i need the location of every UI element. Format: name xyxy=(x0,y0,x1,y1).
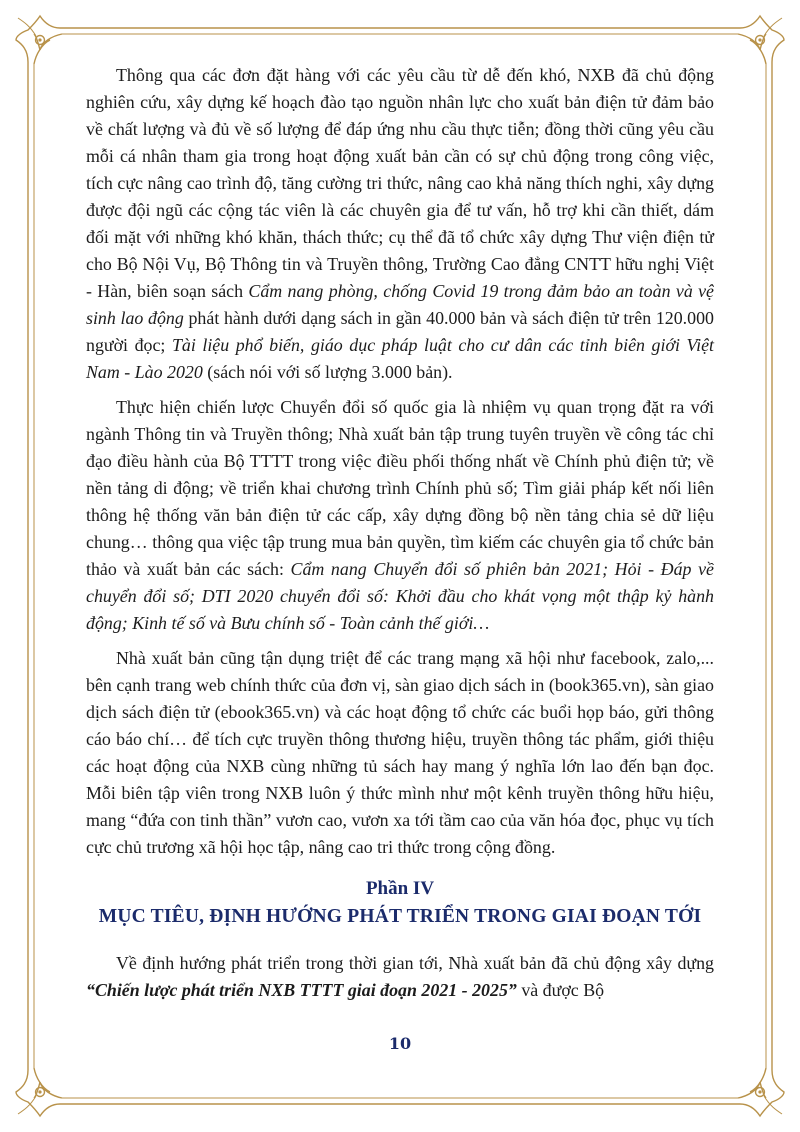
book-title: Cẩm nang phòng, chống Covid 19 trong đảm bảo an toàn và vệ sinh lao động xyxy=(86,281,714,328)
paragraph-digital-transformation xyxy=(86,394,714,637)
book-list: Cẩm nang Chuyển đổi số phiên bản 2021; Hỏi - Đáp về chuyển đổi số; DTI 2020 chuyển đổi số: Khởi đầu cho khát vọng một thập kỷ hành động; Kinh tế số và Bưu chính số - Toàn cảnh thế giới… xyxy=(86,559,714,633)
paragraph-text: Thực hiện chiến lược Chuyển đổi số quốc gia là nhiệm vụ quan trọng đặt ra với ngành Thông tin và Truyền thông; Nhà xuất bản tập trung tuyên truyền về công tác chỉ đạo điều hành của Bộ TTTT trong việc điều phối thống nhất về Chính phủ điện tử; về nền tảng di động; về triển khai chương trình Chính phủ số; Tìm giải pháp kết nối liên thông hệ thống văn bản điện tử các cấp, xây dựng đồng bộ nền tảng chia sẻ dữ liệu chung… thông qua việc tập trung mua bản quyền, tìm kiếm các chuyên gia tổ chức bản thảo và xuất bản các sách: xyxy=(86,397,714,579)
paragraph-text: và được Bộ xyxy=(516,980,605,1000)
paragraph-training xyxy=(86,62,714,386)
paragraph-text: phát hành dưới dạng sách in gần 40.000 bản và sách điện tử trên 120.000 người đọc; xyxy=(86,308,714,355)
paragraph-text: Thông qua các đơn đặt hàng với các yêu cầu từ dễ đến khó, NXB đã chủ động nghiên cứu, xây dựng kế hoạch đào tạo nguồn nhân lực cho xuất bản điện tử đảm bảo về chất lượng và đủ về số lượng để đáp ứng nhu cầu thực tiễn; đồng thời cũng yêu cầu mỗi cá nhân tham gia trong hoạt động xuất bản cần có sự chủ động trong công việc, tích cực nâng cao trình độ, tăng cường tri thức, nâng cao khả năng thích nghi, xây dựng được đội ngũ các cộng tác viên là các chuyên gia để tư vấn, hỗ trợ khi cần thiết, dám đối mặt với những khó khăn, thách thức; cụ thể đã tổ chức xây dựng Thư viện điện tử cho Bộ Nội Vụ, Bộ Thông tin và Truyền thông, Trường Cao đẳng CNTT hữu nghị Việt - Hàn, biên soạn sách xyxy=(86,65,714,301)
page-content xyxy=(86,62,714,1012)
strategy-title: “Chiến lược phát triển NXB TTTT giai đoạn 2021 - 2025” xyxy=(86,980,517,1000)
part-number: Phần IV xyxy=(365,878,435,899)
book-title: Tài liệu phổ biến, giáo dục pháp luật cho cư dân các tỉnh biên giới Việt Nam - Lào 2020 xyxy=(86,335,714,382)
section-heading: MỤC TIÊU, ĐỊNH HƯỚNG PHÁT TRIỂN TRONG GIAI ĐOẠN TỚI xyxy=(98,906,702,927)
paragraph-orientation xyxy=(86,950,714,1004)
paragraph-text: Về định hướng phát triển trong thời gian tới, Nhà xuất bản đã chủ động xây dựng xyxy=(116,953,714,973)
paragraph-text: (sách nói với số lượng 3.000 bản). xyxy=(202,362,453,382)
page-number: 10 xyxy=(388,1034,412,1053)
paragraph-social-media: Nhà xuất bản cũng tận dụng triệt để các trang mạng xã hội như facebook, zalo,... bên cạnh trang web chính thức của đơn vị, sàn giao dịch sách in (book365.vn), sàn giao dịch sách điện tử (ebook365.vn) và các hoạt động tổ chức các buổi họp báo, gửi thông cáo báo chí… để tích cực truyền thông thương hiệu, truyền thông tác phẩm, giới thiệu các hoạt động của NXB cùng những tủ sách hay mang ý nghĩa lớn lao đến bạn đọc. Mỗi biên tập viên trong NXB luôn ý thức mình như một kênh truyền thông hữu hiệu, mang “đứa con tinh thần” vươn cao, vươn xa tới tầm cao của văn hóa đọc, phục vụ tích cực chủ trương xã hội học tập, nâng cao tri thức trong cộng đồng. xyxy=(86,648,714,857)
